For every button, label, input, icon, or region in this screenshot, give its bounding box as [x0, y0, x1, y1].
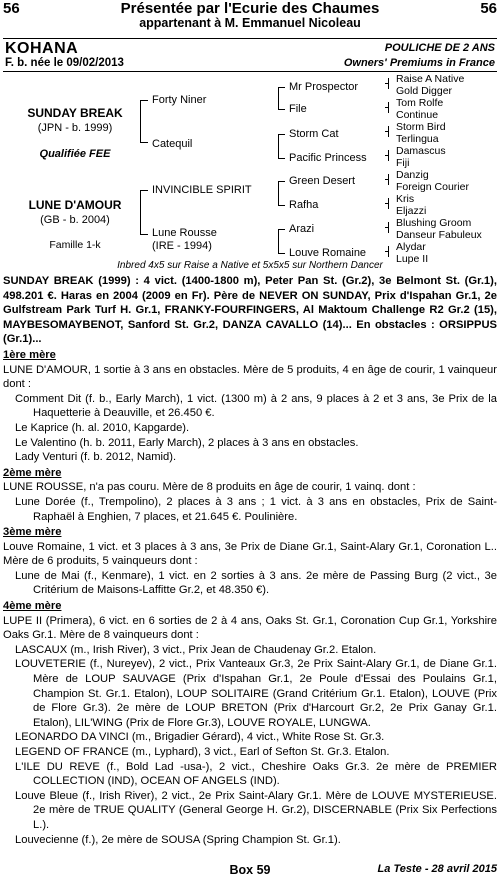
horse-birth: F. b. née le 09/02/2013	[5, 57, 124, 69]
pedigree-g4-10: Foreign Courier	[396, 181, 469, 193]
second-dam-line-1: LUNE ROUSSE, n'a pas couru. Mère de 8 produits en âge de courir, 1 vainq. dont :	[3, 481, 416, 494]
inbreeding-note: Inbred 4x5 sur Raise a Native et 5x5x5 sur Northern Dancer	[117, 260, 383, 271]
presenter-title: Présentée par l'Ecurie des Chaumes	[120, 0, 380, 17]
fourth-dam-line-1: LUPE II (Primera), 6 vict. en 6 sorties de 2 à 4 ans, Oaks St. Gr.1, Coronation Cup Gr.1, Yorkshire Oaks Gr.1. Mère de 8 vainqueurs dont :	[3, 614, 497, 642]
third-dam-line-1: Louve Romaine, 1 vict. et 3 places à 3 ans, 3e Prix de Diane Gr.1, Saint-Alary Gr.1, Coronation L.. Mère de 6 produits, 5 vainqueurs dont :	[3, 540, 497, 568]
pedigree-g4-15: Alydar	[396, 241, 426, 253]
catalogue-footer	[0, 863, 500, 878]
catalogue-header	[0, 0, 500, 34]
third-dam-heading: 3ème mère	[3, 526, 62, 539]
pedigree-g4-13: Blushing Groom	[396, 217, 472, 229]
dam-dam-info: (IRE - 1994)	[152, 240, 212, 252]
first-dam-line-4: Le Valentino (h. b. 2011, Early March), 2 places à 3 ans en obstacles.	[15, 436, 359, 449]
dam-dam: Lune Rousse	[152, 227, 217, 239]
first-dam-line-2: Comment Dit (f. b., Early March), 1 vict. (1300 m) à 2 ans, 9 places à 2 et 3 ans, 3e Prix de la Haquetterie à Deauville, et 26.450 €.	[15, 392, 497, 420]
horse-name: KOHANA	[5, 40, 79, 57]
lot-number-left: 56	[3, 0, 20, 17]
horse-sex-age: POULICHE DE 2 ANS	[384, 42, 495, 54]
first-dam-heading: 1ère mère	[3, 348, 56, 361]
pedigree-g3-2: File	[289, 103, 307, 115]
dam-name: LUNE D'AMOUR	[28, 198, 122, 212]
pedigree-g4-2: Gold Digger	[396, 85, 453, 97]
box-number: Box 59	[229, 863, 271, 877]
dam-family: Famille 1-k	[49, 239, 101, 251]
sire-dam: Catequil	[152, 138, 193, 150]
pedigree-g4-7: Damascus	[396, 145, 446, 157]
pedigree-g3-4: Pacific Princess	[289, 152, 367, 164]
sire-info: (JPN - b. 1999)	[37, 122, 113, 134]
dam-info: (GB - b. 2004)	[40, 214, 110, 226]
pedigree-g3-8: Louve Romaine	[289, 247, 367, 259]
owners-premiums: Owners' Premiums in France	[343, 57, 495, 69]
pedigree-g4-11: Kris	[396, 193, 415, 205]
pedigree-g3-1: Mr Prospector	[289, 81, 359, 93]
second-dam-heading: 2ème mère	[3, 466, 62, 479]
owner-line: appartenant à M. Emmanuel Nicoleau	[139, 16, 361, 30]
pedigree-g3-3: Storm Cat	[289, 128, 339, 140]
fourth-dam-line-4: LEONARDO DA VINCI (m., Brigadier Gérard), 4 vict., White Rose St. Gr.3.	[15, 731, 385, 744]
pedigree-g4-5: Storm Bird	[396, 121, 446, 133]
first-dam-line-1: LUNE D'AMOUR, 1 sortie à 3 ans en obstacles. Mère de 5 produits, 4 en âge de courir, 1 vainqueur dont :	[3, 363, 497, 391]
pedigree-g4-16: Lupe II	[396, 253, 429, 265]
first-dam-line-3: Le Kaprice (h. al. 2010, Kapgarde).	[15, 421, 190, 434]
catalogue-body	[3, 274, 497, 847]
sire-paragraph: SUNDAY BREAK (1999) : 4 vict. (1400-1800 m), Peter Pan St. (Gr.2), 3e Belmont St. (Gr.1), 498.201 €. Haras en 2004 (2009 en Fr). Père de NEVER ON SUNDAY, Prix d'Ispahan Gr.1, 2e Gulfstream Park Turf H. Gr.1, FRANKY-FOURFINGERS, Al Maktoum Challenge R2 Gr.2 (15), MAYBESOMAYBENOT, Sanford St. Gr.2, DANZA CAVALLO (14)... En obstacles : ORSIPPUS (Gr.1)...	[3, 275, 497, 346]
sire-qualification: Qualifiée FEE	[39, 148, 111, 160]
pedigree-g4-12: Eljazzi	[396, 205, 427, 217]
fourth-dam-line-5: LEGEND OF FRANCE (m., Lyphard), 3 vict., Earl of Sefton St. Gr.3. Etalon.	[15, 746, 390, 758]
sire-name: SUNDAY BREAK	[27, 106, 123, 120]
sale-place-date: La Teste - 28 avril 2015	[377, 863, 497, 875]
second-dam-line-2: Lune Dorée (f., Trempolino), 2 places à 3 ans ; 1 vict. à 3 ans en obstacles, Prix de Saint-Raphaël à Enghien, 7 places, et 21.645 €. Poulinière.	[15, 495, 497, 523]
pedigree-g4-9: Danzig	[396, 169, 429, 181]
horse-name-bar	[3, 38, 497, 72]
third-dam-line-2: Lune de Mai (f., Kenmare), 1 vict. en 2 sorties à 3 ans. 2e mère de Passing Burg (2 vict., 3e Critérium de Maisons-Laffitte Gr.2, et 48.350 €).	[15, 569, 497, 597]
fourth-dam-heading: 4ème mère	[3, 600, 62, 613]
pedigree-g4-3: Tom Rolfe	[396, 97, 444, 109]
pedigree-g3-6: Rafha	[289, 199, 319, 211]
pedigree-table	[0, 72, 500, 272]
lot-number-right: 56	[480, 0, 497, 17]
fourth-dam-line-6: L'ILE DU REVE (f., Bold Lad -usa-), 2 vict., Cheshire Oaks Gr.3. 2e mère de PREMIER COLLECTION (IND), OCEAN OF ANGELS (IND).	[15, 760, 497, 788]
pedigree-g4-6: Terlingua	[396, 133, 439, 145]
fourth-dam-line-2: LASCAUX (m., Irish River), 3 vict., Prix Jean de Chaudenay Gr.2. Etalon.	[15, 643, 377, 656]
fourth-dam-line-8: Louvecienne (f.), 2e mère de SOUSA (Spring Champion St. Gr.1).	[15, 833, 341, 846]
sire-sire: Forty Niner	[152, 94, 207, 106]
pedigree-g4-8: Fiji	[396, 157, 410, 169]
fourth-dam-line-3: LOUVETERIE (f., Nureyev), 2 vict., Prix Vanteaux Gr.3, 2e Prix Saint-Alary Gr.1, de Diane Gr.1. Mère de LOUP SAUVAGE (Prix d'Ispahan Gr.1, 2e Poule d'Essai des Poulains Gr.1, Champion St. Gr.1. Etalon), LOUP SOLITAIRE (Grand Critérium Gr.1. Etalon), LOUVE (Prix de Flore Gr.3). 2e mère de LOUP BRETON (Prix d'Harcourt Gr.2, 2e Prix Ganay Gr.1. Etalon), LIL'WING (Prix de Flore Gr.3), LOUVE ROYALE, LUNGWA.	[15, 658, 497, 729]
pedigree-g3-7: Arazi	[289, 223, 315, 235]
pedigree-g4-14: Danseur Fabuleux	[396, 229, 482, 241]
pedigree-g3-5: Green Desert	[289, 175, 356, 187]
fourth-dam-line-7: Louve Bleue (f., Irish River), 2 vict., 2e Prix Saint-Alary Gr.1. Mère de LOUVE MYSTERIEUSE. 2e mère de TRUE QUALITY (General George H. Gr.2), DISCERNABLE (Prix Six Perfections L.).	[15, 789, 497, 831]
dam-sire: INVINCIBLE SPIRIT	[152, 184, 252, 196]
first-dam-line-5: Lady Venturi (f. b. 2012, Namid).	[15, 451, 177, 464]
pedigree-g4-1: Raise A Native	[396, 73, 465, 85]
pedigree-g4-4: Continue	[396, 109, 439, 121]
